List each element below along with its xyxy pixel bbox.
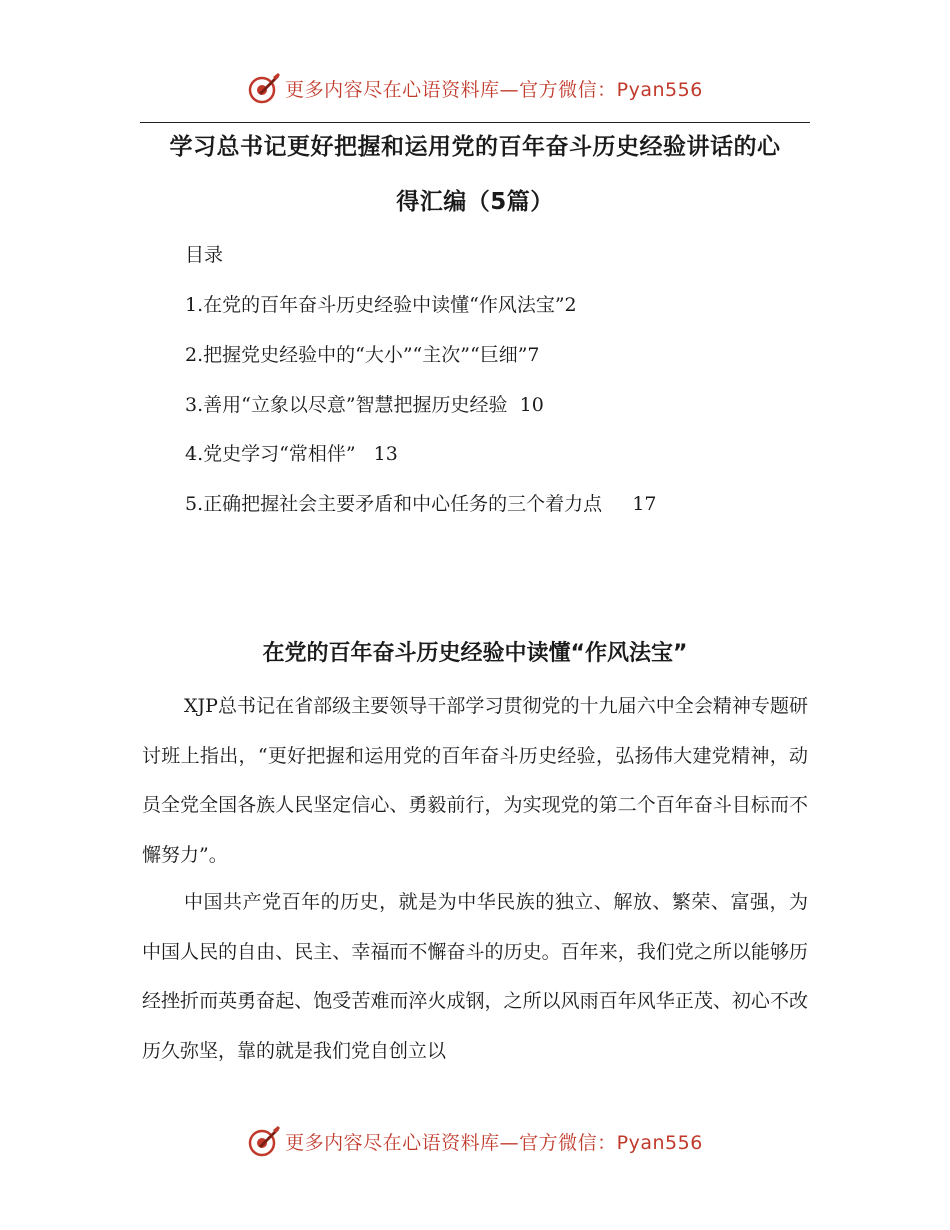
watermark-banner-top bbox=[0, 68, 950, 108]
watermark-text: 更多内容尽在心语资料库—官方微信：Pyan556 bbox=[285, 78, 703, 101]
section-title: 在党的百年奋斗历史经验中读懂“作风法宝” bbox=[262, 641, 688, 666]
toc-item[interactable]: 5.正确把握社会主要矛盾和中心任务的三个着力点 17 bbox=[185, 493, 657, 515]
document-title-line2: 得汇编（5篇） bbox=[396, 189, 554, 215]
toc-item[interactable]: 4.党史学习“常相伴” 13 bbox=[185, 443, 398, 465]
toc-item[interactable]: 1.在党的百年奋斗历史经验中读懂“作风法宝”2 bbox=[185, 294, 577, 316]
document-title-line1: 学习总书记更好把握和运用党的百年奋斗历史经验讲话的心 bbox=[169, 134, 781, 160]
quill-logo-icon bbox=[247, 1124, 281, 1158]
watermark-banner-bottom bbox=[0, 1121, 950, 1161]
toc-item[interactable]: 2.把握党史经验中的“大小”“主次”“巨细”7 bbox=[185, 344, 540, 366]
toc-item[interactable]: 3.善用“立象以尽意”智慧把握历史经验 10 bbox=[185, 394, 544, 416]
toc-heading: 目录 bbox=[185, 244, 224, 266]
body-paragraph: 中国共产党百年的历史，就是为中华民族的独立、解放、繁荣、富强，为中国人民的自由、民主、幸福而不懈奋斗的历史。百年来，我们党之所以能够历经挫折而英勇奋起、饱受苦难而淬火成钢，之所以风雨百年风华正茂、初心不改历久弥坚，靠的就是我们党自创立以 bbox=[142, 891, 808, 1062]
watermark-text: 更多内容尽在心语资料库—官方微信：Pyan556 bbox=[285, 1131, 703, 1154]
header-rule bbox=[140, 122, 810, 123]
quill-logo-icon bbox=[247, 71, 281, 105]
body-paragraph: XJP总书记在省部级主要领导干部学习贯彻党的十九届六中全会精神专题研讨班上指出，“更好把握和运用党的百年奋斗历史经验，弘扬伟大建党精神，动员全党全国各族人民坚定信心、勇毅前行，为实现党的第二个百年奋斗目标而不懈努力”。 bbox=[142, 695, 808, 866]
